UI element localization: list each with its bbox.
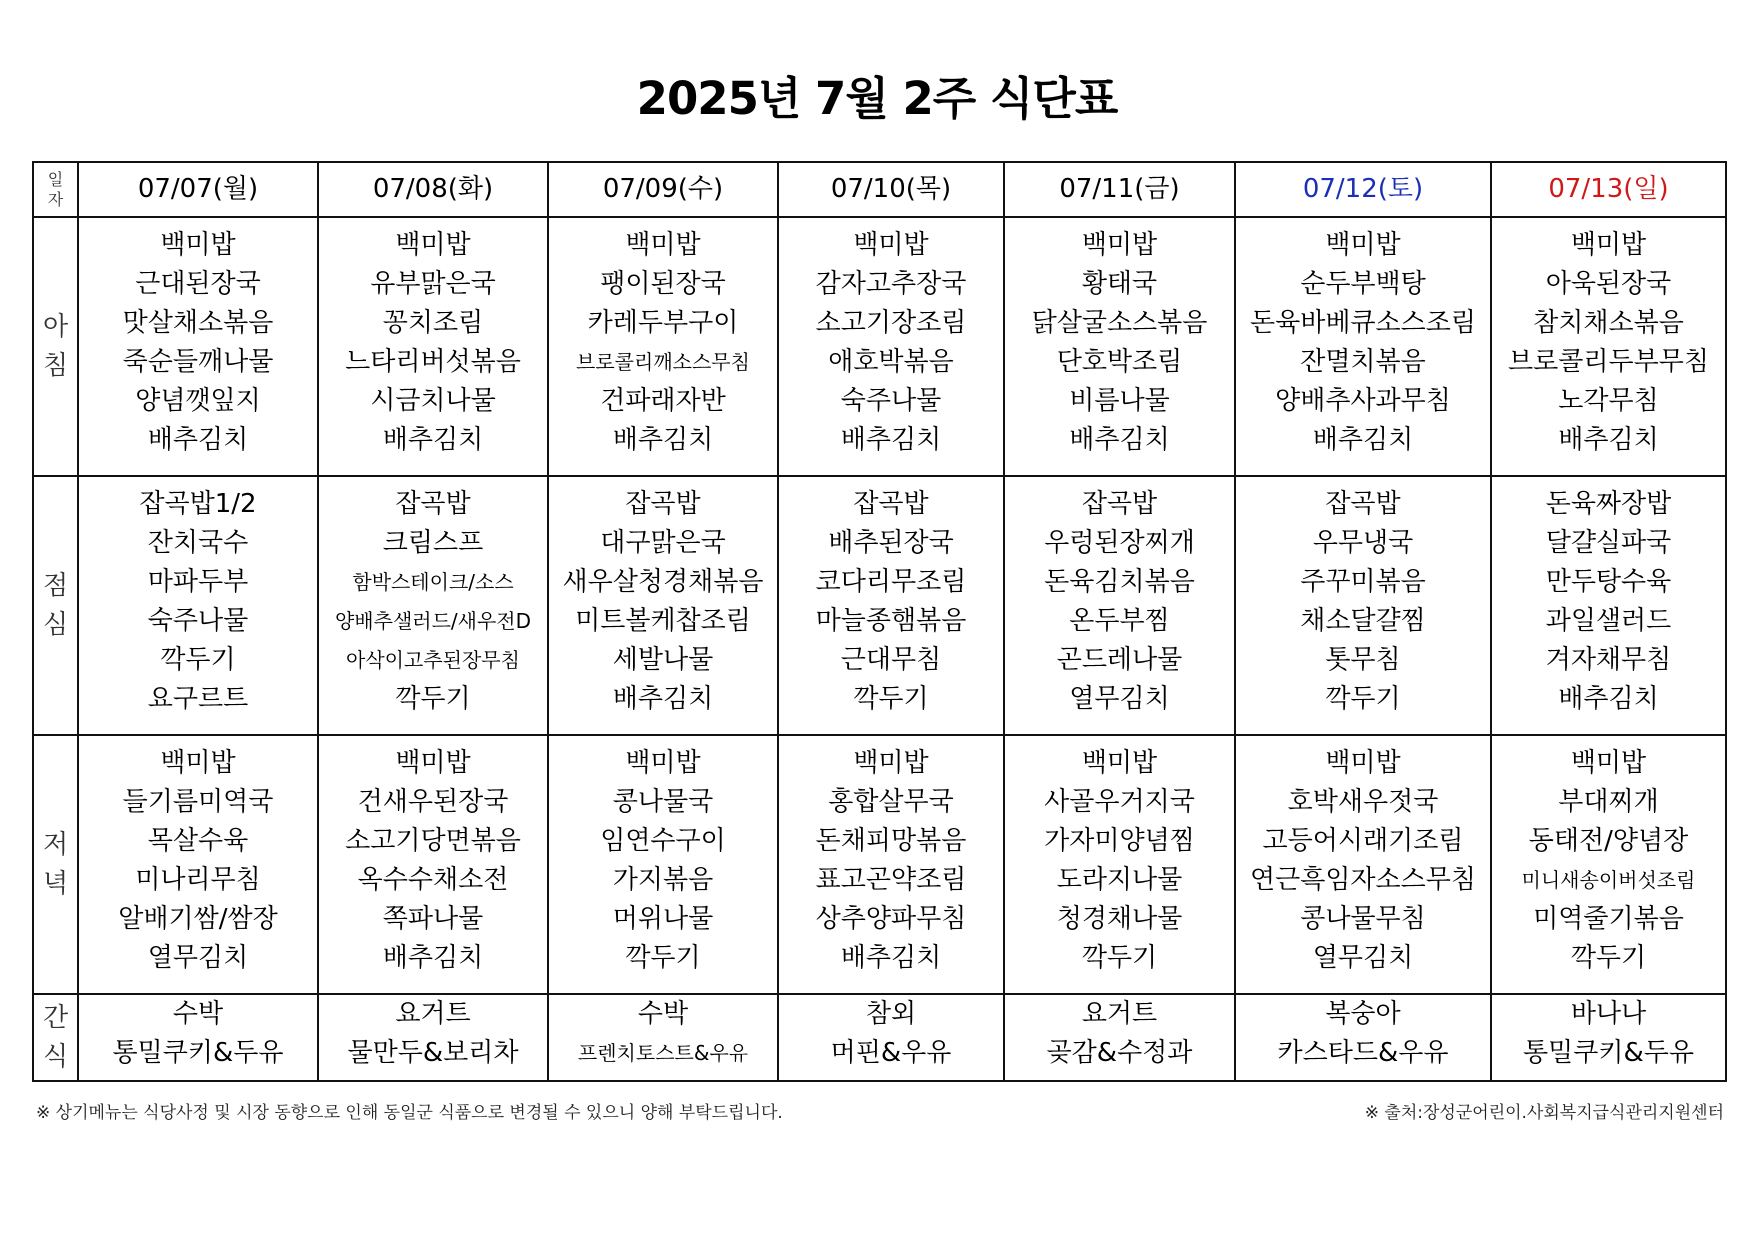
menu-item: 카스타드&우유: [1277, 1037, 1449, 1068]
menu-item: 배추김치: [612, 683, 714, 714]
menu-item: 근대된장국: [135, 268, 261, 299]
menu-item: 동태전/양념장: [1528, 825, 1689, 856]
menu-item: 돈육짜장밥: [1545, 488, 1672, 519]
menu-item: 사골우거지국: [1044, 786, 1195, 817]
menu-item: 대구맑은국: [600, 527, 726, 558]
menu-item: 함박스테이크/소스: [352, 569, 514, 594]
menu-item: 깍두기: [1325, 683, 1401, 714]
menu-item: 브로콜리두부무침: [1508, 346, 1709, 377]
day-header-fri: 07/11(금): [1004, 162, 1235, 217]
menu-item: 배추김치: [382, 942, 484, 973]
snack-cell-sun: [1491, 994, 1726, 1081]
dinner-label: [33, 735, 78, 994]
snack-cell-sat: [1235, 994, 1491, 1081]
menu-item: 잔치국수: [147, 527, 249, 558]
menu-item: 달걀실파국: [1545, 527, 1672, 558]
menu-item: 상추양파무침: [815, 903, 967, 934]
menu-item: 알배기쌈/쌈장: [118, 903, 278, 934]
menu-item: 옥수수채소전: [357, 864, 509, 895]
dinner-label-text: 저 녁: [42, 829, 69, 899]
menu-item: 단호박조림: [1056, 346, 1183, 377]
breakfast-label: [33, 217, 78, 476]
menu-item: 잡곡밥: [625, 488, 701, 519]
snack-cell-wed: [548, 994, 778, 1081]
menu-item: 만두탕수육: [1545, 566, 1672, 597]
page-title: 2025년 7월 2주 식단표: [636, 72, 1118, 125]
menu-item: 건파래자반: [600, 385, 726, 416]
menu-item: 잡곡밥: [1325, 488, 1401, 519]
menu-item: 깍두기: [395, 683, 471, 714]
breakfast-label-text: 아 침: [42, 311, 69, 381]
menu-item: 세발나물: [612, 644, 714, 675]
menu-item: 통밀쿠키&두유: [1523, 1037, 1694, 1068]
notice-text: ※ 상기메뉴는 식당사정 및 시장 동향으로 인해 동일군 식품으로 변경될 수 있으니 양해 부탁드립니다.: [36, 1103, 783, 1123]
menu-item: 돈육바베큐소스조림: [1249, 307, 1477, 338]
menu-item: 임연수구이: [600, 825, 726, 856]
menu-item: 코다리무조림: [815, 566, 967, 597]
menu-item: 꽁치조림: [382, 307, 484, 338]
lunch-cell-mon: [78, 476, 318, 735]
breakfast-cell-sat: [1235, 217, 1491, 476]
lunch-cell-sat: [1235, 476, 1491, 735]
snack-cell-thu: [778, 994, 1004, 1081]
source-text: ※ 출처:장성군어린이.사회복지급식관리지원센터: [1364, 1103, 1724, 1123]
menu-item: 복숭아: [1325, 998, 1401, 1029]
menu-item: 잡곡밥: [853, 488, 929, 519]
menu-item: 가자미양념찜: [1044, 825, 1195, 856]
menu-item: 홍합살무국: [828, 786, 954, 817]
menu-item: 쪽파나물: [382, 903, 484, 934]
lunch-row: [33, 476, 1726, 735]
menu-item: 죽순들깨나물: [122, 346, 274, 377]
menu-item: 양배추샐러드/새우전D: [334, 608, 532, 633]
snack-label: [33, 994, 78, 1081]
menu-item: 양념깻잎지: [135, 385, 261, 416]
dinner-cell-sun: [1491, 735, 1726, 994]
dinner-cell-sat: [1235, 735, 1491, 994]
menu-item: 노각무침: [1558, 385, 1659, 416]
menu-table: [32, 161, 1727, 1082]
menu-item: 백미밥: [160, 747, 236, 778]
dinner-cell-mon: [78, 735, 318, 994]
menu-item: 느타리버섯볶음: [345, 346, 521, 377]
breakfast-cell-tue: [318, 217, 548, 476]
menu-item: 열무김치: [147, 942, 249, 973]
menu-item: 배추김치: [1558, 424, 1659, 455]
menu-item: 양배추사과무침: [1275, 385, 1451, 416]
menu-item: 배추김치: [1312, 424, 1414, 455]
dinner-row: [33, 735, 1726, 994]
menu-item: 물만두&보리차: [347, 1037, 519, 1068]
menu-item: 겨자채무침: [1545, 644, 1672, 675]
menu-item: 곤드레나물: [1056, 644, 1183, 675]
menu-item: 깍두기: [160, 644, 236, 675]
day-header-tue: 07/08(화): [318, 162, 548, 217]
menu-item: 가지볶음: [612, 864, 714, 895]
menu-item: 목살수육: [147, 825, 249, 856]
snack-cell-fri: [1004, 994, 1235, 1081]
menu-item: 잡곡밥: [395, 488, 471, 519]
menu-item: 소고기장조림: [815, 307, 967, 338]
menu-item: 곶감&수정과: [1046, 1037, 1193, 1068]
menu-item: 백미밥: [160, 229, 236, 260]
menu-item: 소고기당면볶음: [345, 825, 521, 856]
menu-item: 백미밥: [1081, 747, 1158, 778]
lunch-cell-sun: [1491, 476, 1726, 735]
menu-item: 배추김치: [1558, 683, 1659, 714]
menu-item: 주꾸미볶음: [1300, 566, 1426, 597]
menu-item: 표고곤약조림: [815, 864, 967, 895]
menu-item: 감자고추장국: [815, 268, 967, 299]
dinner-cell-fri: [1004, 735, 1235, 994]
menu-item: 크림스프: [382, 527, 484, 558]
lunch-cell-thu: [778, 476, 1004, 735]
breakfast-cell-sun: [1491, 217, 1726, 476]
menu-item: 순두부백탕: [1300, 268, 1426, 299]
menu-item: 배추김치: [147, 424, 249, 455]
menu-item: 들기름미역국: [122, 786, 274, 817]
menu-item: 참외: [865, 998, 917, 1029]
lunch-label: [33, 476, 78, 735]
menu-item: 잡곡밥: [1081, 488, 1158, 519]
breakfast-cell-thu: [778, 217, 1004, 476]
breakfast-cell-mon: [78, 217, 318, 476]
menu-item: 채소달걀찜: [1300, 605, 1426, 636]
menu-item: 백미밥: [1081, 229, 1158, 260]
menu-item: 도라지나물: [1056, 864, 1183, 895]
day-header-sat: 07/12(토): [1235, 162, 1491, 217]
menu-item: 브로콜리깨소스무침: [576, 349, 750, 374]
menu-item: 마파두부: [147, 566, 249, 597]
menu-item: 백미밥: [853, 747, 929, 778]
menu-item: 백미밥: [625, 747, 701, 778]
menu-item: 우무냉국: [1312, 527, 1414, 558]
menu-item: 바나나: [1570, 998, 1647, 1029]
menu-item: 배추김치: [840, 424, 942, 455]
menu-item: 열무김치: [1312, 942, 1414, 973]
menu-item: 백미밥: [625, 229, 701, 260]
menu-item: 백미밥: [1325, 229, 1401, 260]
menu-item: 요거트: [395, 998, 471, 1029]
menu-item: 돈육김치볶음: [1044, 566, 1195, 597]
menu-item: 숙주나물: [840, 385, 942, 416]
menu-item: 연근흑임자소스무침: [1249, 864, 1477, 895]
menu-item: 배추김치: [1069, 424, 1170, 455]
menu-item: 온두부찜: [1069, 605, 1170, 636]
menu-item: 깍두기: [1570, 942, 1647, 973]
menu-item: 맛살채소볶음: [122, 307, 274, 338]
menu-item: 통밀쿠키&두유: [112, 1037, 284, 1068]
menu-item: 팽이된장국: [600, 268, 726, 299]
menu-item: 고등어시래기조림: [1262, 825, 1464, 856]
menu-item: 잡곡밥1/2: [139, 488, 257, 519]
menu-item: 백미밥: [395, 229, 471, 260]
menu-item: 열무김치: [1069, 683, 1170, 714]
menu-item: 황태국: [1081, 268, 1158, 299]
lunch-label-text: 점 심: [42, 570, 69, 640]
lunch-cell-wed: [548, 476, 778, 735]
menu-item: 과일샐러드: [1545, 605, 1672, 636]
header-row: [33, 162, 1726, 217]
menu-item: 톳무침: [1325, 644, 1401, 675]
menu-item: 호박새우젓국: [1287, 786, 1439, 817]
menu-item: 비름나물: [1069, 385, 1170, 416]
day-header-sun: 07/13(일): [1491, 162, 1726, 217]
menu-item: 마늘종햄볶음: [815, 605, 967, 636]
menu-item: 백미밥: [1570, 747, 1647, 778]
menu-item: 청경채나물: [1056, 903, 1183, 934]
lunch-cell-tue: [318, 476, 548, 735]
menu-item: 아삭이고추된장무침: [346, 647, 520, 672]
snack-cell-tue: [318, 994, 548, 1081]
day-header-wed: 07/09(수): [548, 162, 778, 217]
menu-item: 시금치나물: [370, 385, 496, 416]
menu-item: 요거트: [1081, 998, 1158, 1029]
menu-item: 수박: [172, 998, 224, 1029]
menu-item: 근대무침: [840, 644, 942, 675]
menu-item: 깍두기: [625, 942, 701, 973]
menu-item: 미나리무침: [135, 864, 261, 895]
menu-item: 백미밥: [395, 747, 471, 778]
menu-item: 수박: [637, 998, 689, 1029]
menu-item: 유부맑은국: [370, 268, 496, 299]
breakfast-row: [33, 217, 1726, 476]
menu-item: 아욱된장국: [1545, 268, 1672, 299]
menu-item: 배추김치: [382, 424, 484, 455]
breakfast-cell-wed: [548, 217, 778, 476]
menu-item: 미역줄기볶음: [1533, 903, 1684, 934]
menu-item: 배추김치: [840, 942, 942, 973]
dinner-cell-wed: [548, 735, 778, 994]
menu-item: 콩나물무침: [1300, 903, 1426, 934]
menu-item: 잔멸치볶음: [1300, 346, 1426, 377]
menu-item: 부대찌개: [1558, 786, 1659, 817]
menu-item: 배추된장국: [828, 527, 954, 558]
breakfast-cell-fri: [1004, 217, 1235, 476]
menu-item: 백미밥: [1570, 229, 1647, 260]
menu-item: 건새우된장국: [357, 786, 509, 817]
menu-item: 프렌치토스트&우유: [577, 1040, 749, 1065]
menu-item: 백미밥: [1325, 747, 1401, 778]
menu-item: 배추김치: [612, 424, 714, 455]
menu-item: 돈채피망볶음: [815, 825, 967, 856]
menu-item: 콩나물국: [612, 786, 714, 817]
date-label-text: 일 자: [47, 169, 64, 209]
menu-item: 깍두기: [853, 683, 929, 714]
menu-item: 새우살청경채볶음: [562, 566, 764, 597]
snack-row: [33, 994, 1726, 1081]
snack-label-text: 간 식: [42, 1002, 69, 1072]
menu-item: 백미밥: [853, 229, 929, 260]
menu-item: 머핀&우유: [830, 1037, 952, 1068]
menu-item: 머위나물: [612, 903, 714, 934]
dinner-cell-tue: [318, 735, 548, 994]
menu-item: 미니새송이버섯조림: [1521, 867, 1696, 892]
menu-item: 숙주나물: [147, 605, 249, 636]
menu-item: 깍두기: [1081, 942, 1158, 973]
menu-item: 애호박볶음: [828, 346, 954, 377]
lunch-cell-fri: [1004, 476, 1235, 735]
day-header-thu: 07/10(목): [778, 162, 1004, 217]
menu-item: 닭살굴소스볶음: [1031, 307, 1208, 338]
dinner-cell-thu: [778, 735, 1004, 994]
menu-item: 우렁된장찌개: [1044, 527, 1195, 558]
menu-item: 미트볼케찹조림: [575, 605, 751, 636]
day-header-mon: 07/07(월): [78, 162, 318, 217]
menu-item: 카레두부구이: [587, 307, 739, 338]
menu-item: 참치채소볶음: [1533, 307, 1684, 338]
date-label: [33, 162, 78, 217]
snack-cell-mon: [78, 994, 318, 1081]
menu-item: 요구르트: [147, 683, 249, 714]
